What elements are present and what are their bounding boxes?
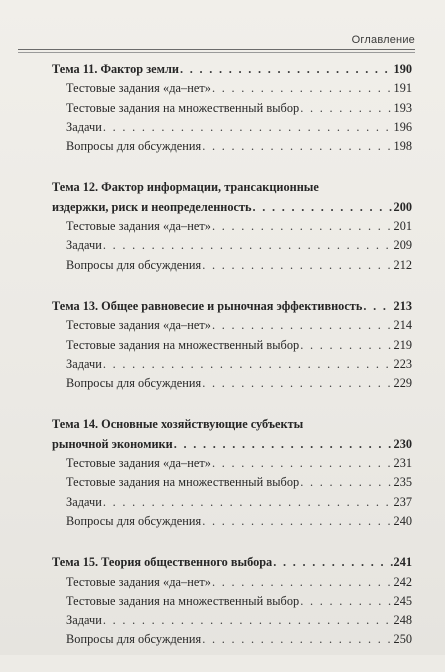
toc-subentry-title: Задачи — [66, 119, 102, 134]
toc-topic-page: 230 — [393, 436, 412, 451]
dot-leader — [212, 573, 393, 592]
dot-leader — [300, 473, 392, 492]
toc-section — [52, 553, 412, 649]
toc-subentry-page: 229 — [393, 376, 412, 391]
dot-leader — [202, 374, 392, 393]
toc-topic-title: Тема 15. Теория общественного выбора — [52, 555, 273, 570]
toc-subentry-title: Вопросы для обсуждения — [66, 632, 202, 647]
toc-section — [52, 297, 412, 393]
toc-subentry-page: 212 — [393, 257, 412, 272]
toc-subentry-page: 191 — [393, 81, 412, 96]
dot-leader — [363, 297, 392, 316]
toc-topic-entry[interactable] — [52, 198, 412, 217]
dot-leader — [300, 336, 392, 355]
toc-topic-title: издержки, риск и неопределенность — [52, 199, 252, 214]
toc-subentry[interactable] — [52, 630, 412, 649]
toc-subentry[interactable] — [52, 473, 412, 492]
toc-subentry-page: 250 — [393, 632, 412, 647]
dot-leader — [180, 60, 393, 79]
dot-leader — [300, 99, 392, 118]
toc-topic-page: 190 — [393, 62, 412, 76]
toc-subentry-page: 235 — [393, 475, 412, 490]
dot-leader — [103, 493, 393, 512]
toc-subentry[interactable] — [52, 256, 412, 275]
toc-subentry-title: Тестовые задания «да–нет» — [66, 81, 211, 96]
toc-subentry-title: Вопросы для обсуждения — [66, 513, 202, 528]
dot-leader — [103, 118, 393, 137]
dot-leader — [212, 79, 393, 98]
dot-leader — [202, 137, 392, 156]
toc-subentry-page: 201 — [393, 219, 412, 234]
toc-topic-title-line: Тема 12. Фактор информации, трансакционные — [52, 180, 319, 195]
toc-section — [52, 60, 412, 156]
toc-subentry-title: Тестовые задания «да–нет» — [66, 219, 211, 234]
toc-topic-entry[interactable] — [52, 435, 412, 454]
toc-subentry-title: Тестовые задания «да–нет» — [66, 318, 211, 333]
toc-subentry-page: 237 — [393, 494, 412, 509]
toc-subentry-title: Вопросы для обсуждения — [66, 257, 202, 272]
toc-subentry-page: 214 — [393, 318, 412, 333]
toc-subentry-page: 198 — [393, 139, 412, 154]
toc-subentry[interactable] — [52, 316, 412, 335]
toc-subentry[interactable] — [52, 493, 412, 512]
toc-subentry[interactable] — [52, 573, 412, 592]
toc-subentry-title: Тестовые задания на множественный выбор — [66, 475, 300, 490]
toc-subentry[interactable] — [52, 118, 412, 137]
toc-subentry[interactable] — [52, 236, 412, 255]
running-head: Оглавление — [351, 34, 415, 46]
toc-subentry-page: 248 — [393, 613, 412, 628]
toc-subentry[interactable] — [52, 592, 412, 611]
toc-topic-page: 241 — [393, 555, 412, 570]
toc-subentry-page: 242 — [393, 574, 412, 589]
dot-leader — [202, 256, 392, 275]
dot-leader — [202, 630, 392, 649]
toc-subentry[interactable] — [52, 374, 412, 393]
toc-topic-title: рыночной экономики — [52, 436, 173, 451]
toc-subentry[interactable] — [52, 99, 412, 118]
dot-leader — [300, 592, 392, 611]
toc-subentry[interactable] — [52, 355, 412, 374]
toc-subentry-page: 240 — [393, 513, 412, 528]
toc-subentry-title: Тестовые задания на множественный выбор — [66, 337, 300, 352]
toc-subentry-page: 209 — [393, 238, 412, 253]
table-of-contents — [52, 60, 412, 672]
toc-topic-page: 213 — [393, 298, 412, 313]
dot-leader — [174, 435, 393, 454]
dot-leader — [212, 316, 393, 335]
toc-section — [52, 178, 412, 274]
toc-subentry-page: 219 — [393, 337, 412, 352]
dot-leader — [212, 217, 393, 236]
toc-section — [52, 415, 412, 531]
toc-subentry-page: 231 — [393, 456, 412, 471]
toc-subentry[interactable] — [52, 512, 412, 531]
toc-subentry-title: Тестовые задания на множественный выбор — [66, 593, 300, 608]
toc-subentry-title: Тестовые задания «да–нет» — [66, 574, 211, 589]
toc-subentry-title: Тестовые задания на множественный выбор — [66, 100, 300, 115]
toc-subentry[interactable] — [52, 137, 412, 156]
toc-subentry-page: 193 — [393, 100, 412, 115]
dot-leader — [202, 512, 392, 531]
toc-subentry-title: Задачи — [66, 356, 102, 371]
dot-leader — [273, 553, 392, 572]
toc-subentry-page: 245 — [393, 593, 412, 608]
toc-subentry-title: Задачи — [66, 238, 102, 253]
dot-leader — [103, 236, 393, 255]
toc-subentry[interactable] — [52, 611, 412, 630]
toc-subentry-title: Тестовые задания «да–нет» — [66, 456, 211, 471]
toc-subentry-page: 196 — [393, 119, 412, 134]
toc-subentry[interactable] — [52, 454, 412, 473]
toc-topic-title: Тема 13. Общее равновесие и рыночная эффективность — [52, 298, 363, 313]
toc-topic-entry[interactable] — [52, 553, 412, 572]
dot-leader — [212, 454, 393, 473]
toc-subentry-page: 223 — [393, 356, 412, 371]
toc-subentry-title: Вопросы для обсуждения — [66, 376, 202, 391]
toc-subentry-title: Вопросы для обсуждения — [66, 139, 202, 154]
toc-subentry[interactable] — [52, 217, 412, 236]
toc-topic-title: Тема 11. Фактор земли — [52, 62, 179, 76]
dot-leader — [103, 355, 393, 374]
dot-leader — [253, 198, 393, 217]
toc-subentry-title: Задачи — [66, 494, 102, 509]
toc-subentry[interactable] — [52, 336, 412, 355]
toc-topic-entry[interactable] — [52, 297, 412, 316]
toc-subentry-title: Задачи — [66, 613, 102, 628]
header-rule — [18, 49, 415, 50]
toc-topic-entry[interactable] — [52, 60, 412, 79]
toc-topic-title-line: Тема 14. Основные хозяйствующие субъекты — [52, 417, 304, 432]
dot-leader — [103, 611, 393, 630]
toc-subentry[interactable] — [52, 79, 412, 98]
toc-topic-page: 200 — [393, 199, 412, 214]
